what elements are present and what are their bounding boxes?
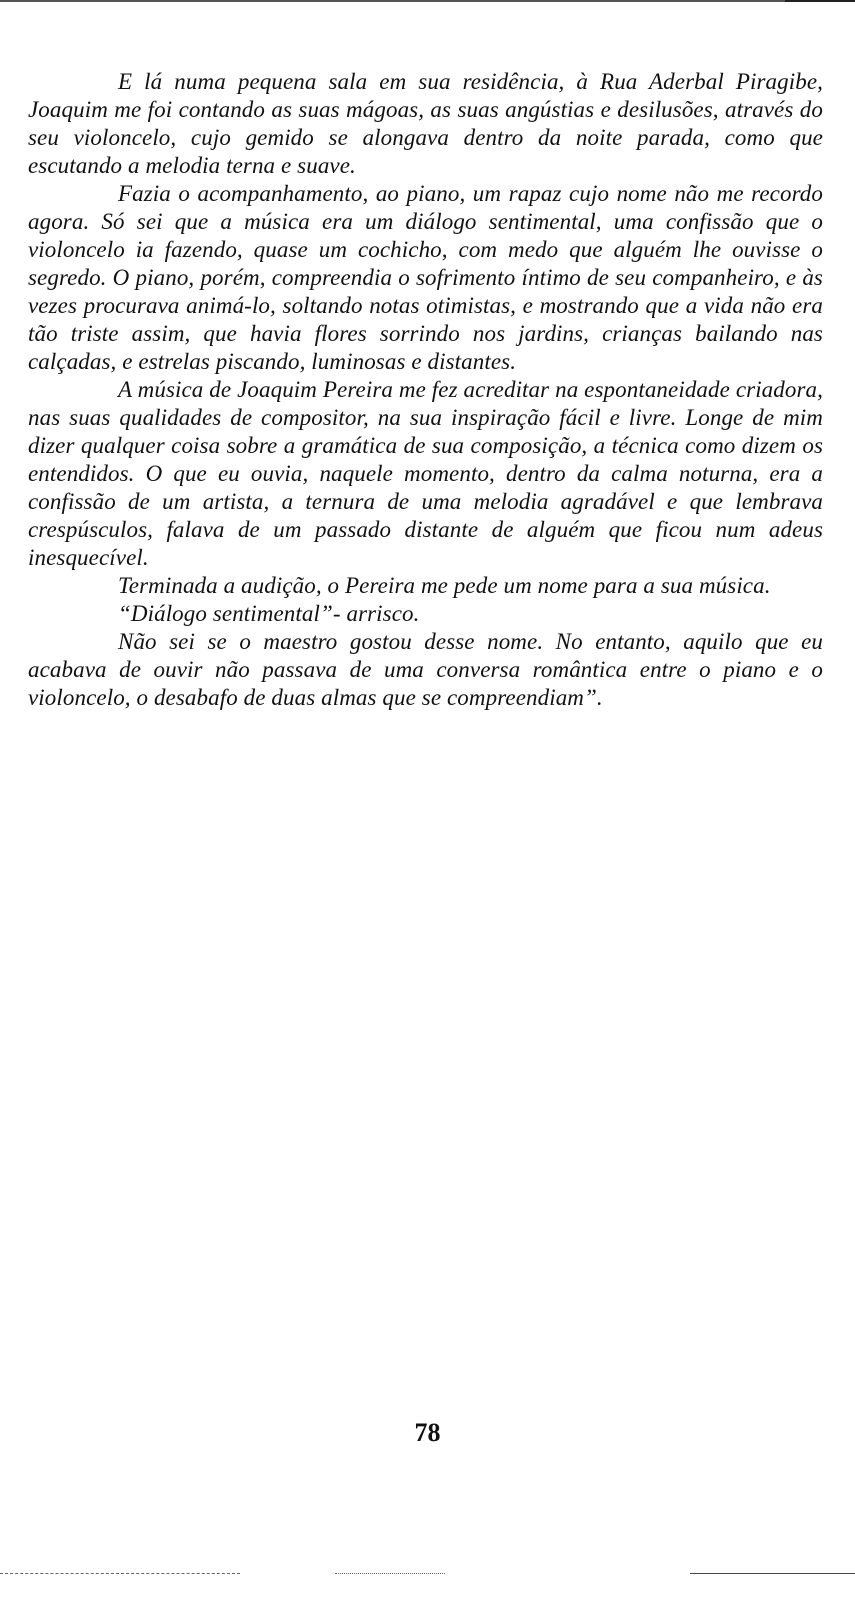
- bottom-border-line-right: [690, 1573, 855, 1574]
- paragraph-2: Fazia o acompanhamento, ao piano, um rapaz cujo nome não me recordo agora. Só sei que a música era um diálogo sentimental, uma confissão que o violoncelo ia fazendo, quase um cochicho, com medo que alguém lhe ouvisse o segredo. O piano, porém, compreendia o sofrimento íntimo de seu companheiro, e às vezes procurava animá-lo, soltando notas otimistas, e mostrando que a vida não era tão triste assim, que havia flores sorrindo nos jardins, crianças bailando nas calçadas, e estrelas piscando, luminosas e distantes.: [28, 181, 823, 374]
- paragraph-5: “Diálogo sentimental”- arrisco.: [118, 601, 420, 626]
- paragraph-4: Terminada a audição, o Pereira me pede um nome para a sua música.: [118, 573, 771, 598]
- bottom-border-line-left: [0, 1573, 240, 1574]
- paragraph-1: E lá numa pequena sala em sua residência, à Rua Aderbal Piragibe, Joaquim me foi contando as suas mágoas, as suas angústias e desilusões, através do seu violoncelo, cujo gemido se alongava dentro da noite parada, como que escutando a melodia terna e suave.: [28, 69, 823, 178]
- page-body-text: [28, 68, 823, 712]
- top-border-line: [0, 0, 855, 2]
- bottom-border-line-middle: [335, 1573, 445, 1574]
- paragraph-3: A música de Joaquim Pereira me fez acreditar na espontaneidade criadora, nas suas qualidades de compositor, na sua inspiração fácil e livre. Longe de mim dizer qualquer coisa sobre a gramática de sua composição, a técnica como dizem os entendidos. O que eu ouvia, naquele momento, dentro da calma noturna, era a confissão de um artista, a ternura de uma melodia agradável e que lembrava crespúsculos, falava de um passado distante de alguém que ficou num adeus inesquecível.: [28, 377, 823, 570]
- top-border-edge: [785, 0, 855, 2]
- page-number: 78: [414, 1418, 441, 1447]
- paragraph-6: Não sei se o maestro gostou desse nome. No entanto, aquilo que eu acabava de ouvir não passava de uma conversa romântica entre o piano e o violoncelo, o desabafo de duas almas que se compreendiam”.: [28, 629, 823, 710]
